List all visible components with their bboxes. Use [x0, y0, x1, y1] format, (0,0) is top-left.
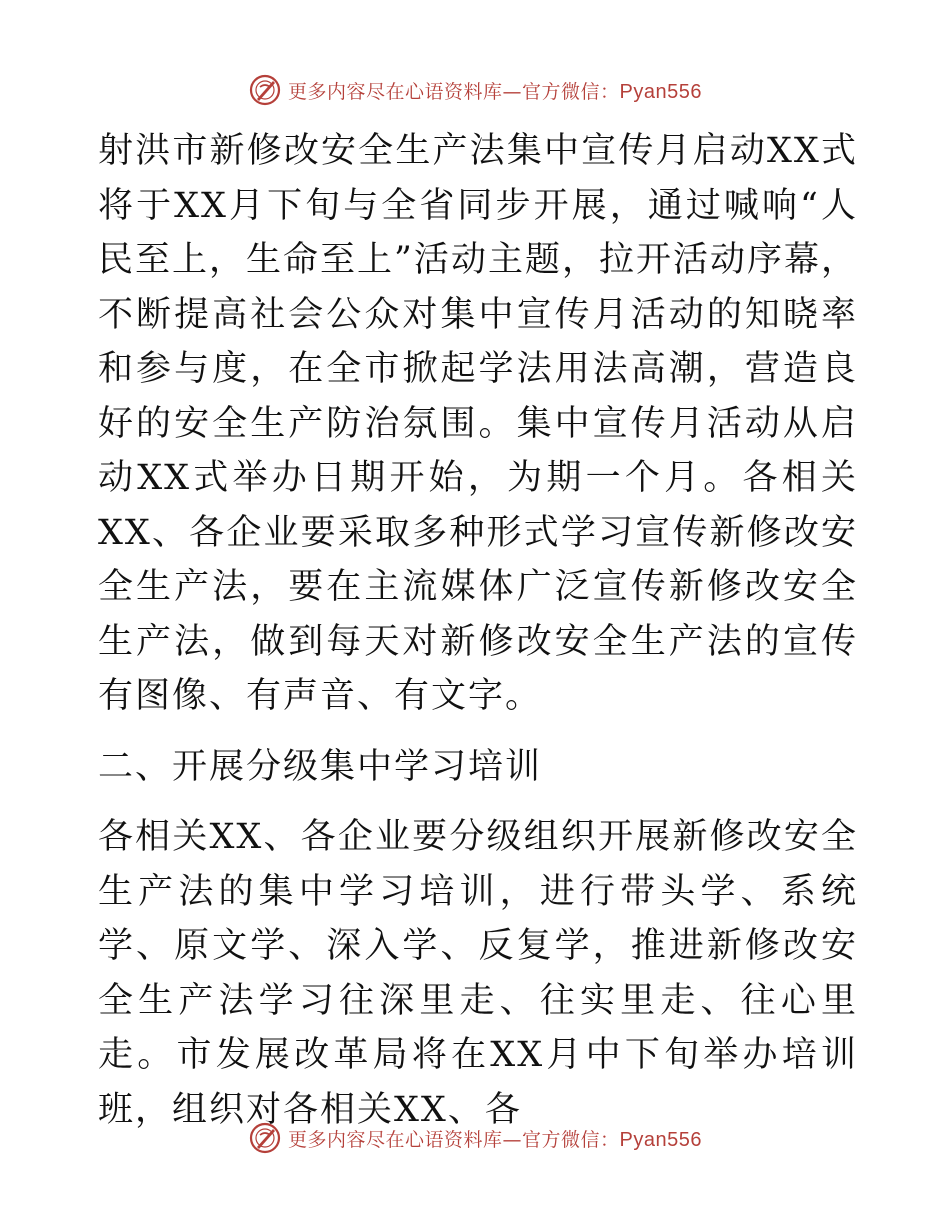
footer-banner: [0, 1118, 950, 1158]
paragraph-1: 射洪市新修改安全生产法集中宣传月启动XX式将于XX月下旬与全省同步开展，通过喊响“人民至上，生命至上”活动主题，拉开活动序幕，不断提高社会公众对集中宣传月活动的知晓率和参与度，在全市掀起学法用法高潮，营造良好的安全生产防治氛围。集中宣传月活动从启动XX式举办日期开始，为期一个月。各相关XX、各企业要采取多种形式学习宣传新修改安全生产法，要在主流媒体广泛宣传新修改安全生产法，做到每天对新修改安全生产法的宣传有图像、有声音、有文字。: [98, 131, 858, 716]
header-banner-text: 更多内容尽在心语资料库—官方微信：Pyan556: [288, 80, 702, 103]
paragraph-2: 各相关XX、各企业要分级组织开展新修改安全生产法的集中学习培训，进行带头学、系统学、原文学、深入学、反复学，推进新修改安全生产法学习往深里走、往实里走、往心里走。市发展改革局将在XX月中下旬举办培训班，组织对各相关XX、各: [98, 817, 858, 1130]
footer-banner-handle: Pyan556: [619, 1128, 702, 1151]
footer-banner-text: 更多内容尽在心语资料库—官方微信：Pyan556: [288, 1128, 702, 1151]
document-body: [98, 124, 858, 1137]
section-heading-2: 二、开展分级集中学习培训: [98, 746, 543, 787]
header-banner-handle: Pyan556: [619, 80, 702, 103]
seal-logo-icon: [248, 1121, 282, 1155]
seal-logo-icon: [248, 73, 282, 107]
header-banner: [0, 70, 950, 110]
